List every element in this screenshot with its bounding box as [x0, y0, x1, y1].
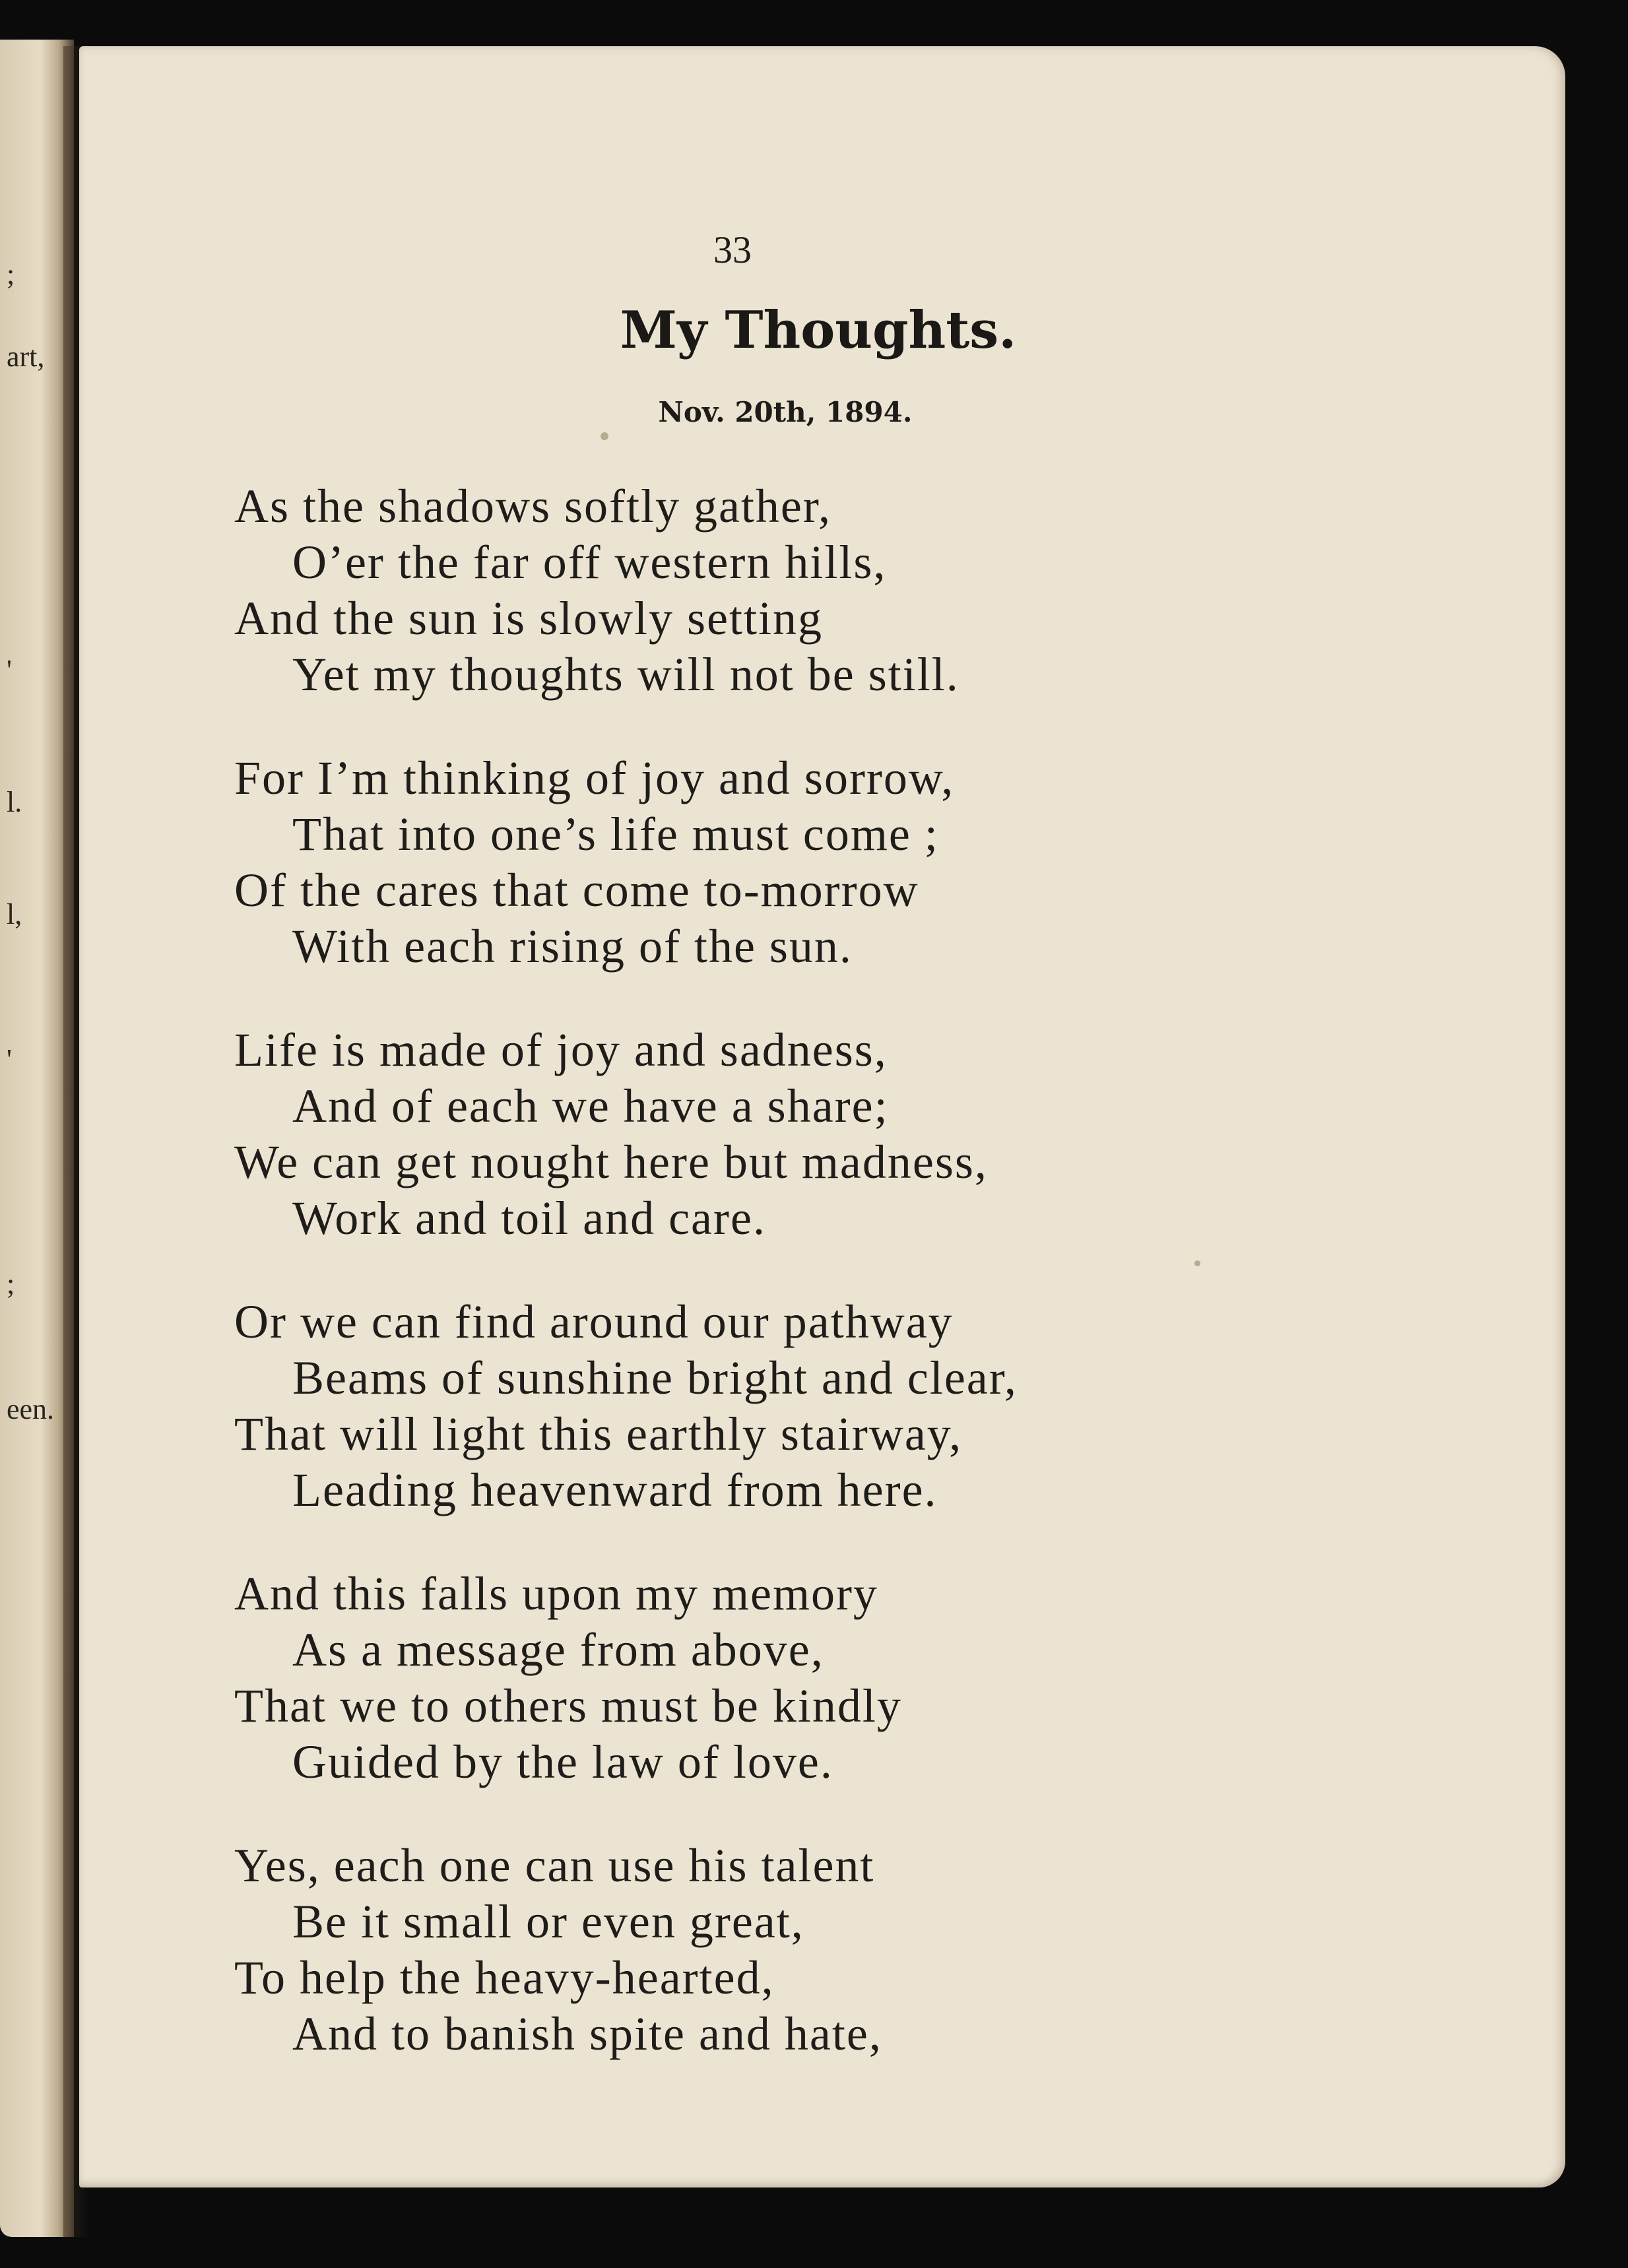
- poem-line: That into one’s life must come ;: [292, 808, 939, 860]
- facing-page-fragment: ': [7, 1043, 12, 1076]
- poem-line: Guided by the law of love.: [292, 1735, 833, 1788]
- poem-line: Or we can find around our pathway: [234, 1295, 954, 1348]
- stanza: [234, 1294, 1264, 1518]
- poem-line: And of each we have a share;: [292, 1080, 889, 1132]
- poem-line: That will light this earthly stairway,: [234, 1408, 963, 1460]
- poem-line: Life is made of joy and sadness,: [234, 1023, 888, 1076]
- poem-line: Leading heavenward from here.: [292, 1464, 938, 1516]
- poem-line: Beams of sunshine bright and clear,: [292, 1351, 1018, 1404]
- poem-line: Yet my thoughts will not be still.: [292, 648, 960, 701]
- poem-line: Yes, each one can use his talent: [234, 1839, 875, 1892]
- facing-page-fragment: l,: [7, 898, 22, 930]
- stanza: [234, 1566, 1264, 1790]
- poem-body: [234, 478, 1264, 2110]
- poem-line: O’er the far off western hills,: [292, 536, 887, 589]
- poem-line: We can get nought here but madness,: [234, 1136, 988, 1188]
- poem-line: To help the heavy-hearted,: [234, 1951, 775, 2004]
- poem-line: Be it small or even great,: [292, 1895, 804, 1948]
- facing-page-fragment: ;: [7, 1268, 15, 1300]
- poem-line: And the sun is slowly setting: [234, 592, 824, 645]
- stanza: [234, 750, 1264, 975]
- poem-line: As the shadows softly gather,: [234, 480, 831, 533]
- poem-line: Of the cares that come to-morrow: [234, 864, 919, 917]
- facing-page-fragment: l.: [7, 786, 22, 818]
- poem-title: My Thoughts.: [620, 300, 1017, 360]
- poem-line: For I’m thinking of joy and sorrow,: [234, 752, 955, 804]
- page-number: 33: [713, 228, 752, 271]
- facing-page-fragment: art,: [7, 340, 45, 373]
- poem-line: That we to others must be kindly: [234, 1679, 902, 1732]
- poem-date: Nov. 20th, 1894.: [658, 396, 913, 428]
- facing-page-fragment: ': [7, 654, 12, 686]
- poem-line: And to banish spite and hate,: [292, 2007, 882, 2060]
- stanza: [234, 1022, 1264, 1247]
- paper-speck: [601, 432, 608, 440]
- stanza: [234, 1838, 1264, 2062]
- facing-page-fragment: een.: [7, 1393, 55, 1425]
- poem-line: Work and toil and care.: [292, 1192, 766, 1245]
- poem-line: As a message from above,: [292, 1623, 824, 1676]
- facing-page-fragment: ;: [7, 258, 15, 290]
- poem-line: And this falls upon my memory: [234, 1567, 878, 1620]
- stanza: [234, 478, 1264, 703]
- poem-line: With each rising of the sun.: [292, 920, 853, 973]
